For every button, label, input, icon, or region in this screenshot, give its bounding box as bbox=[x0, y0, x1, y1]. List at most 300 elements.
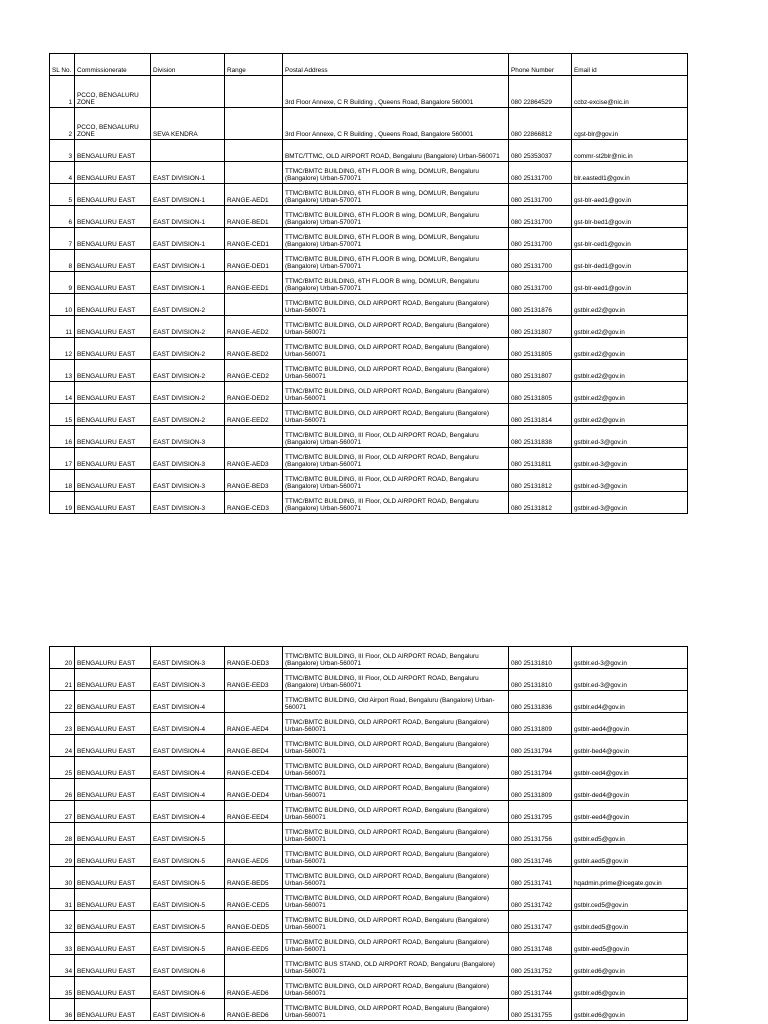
cell-email-id: gstblr.ed5@gov.in bbox=[572, 823, 688, 845]
cell-sl-no: 27 bbox=[50, 801, 75, 823]
table-row bbox=[50, 845, 688, 867]
cell-range: RANGE-AED3 bbox=[225, 448, 283, 470]
cell-division: SEVA KENDRA bbox=[151, 108, 225, 140]
cell-commissionerate: BENGALURU EAST bbox=[75, 184, 151, 206]
table-row bbox=[50, 999, 688, 1021]
cell-commissionerate: BENGALURU EAST bbox=[75, 999, 151, 1021]
cell-postal-address: TTMC/BMTC BUILDING, OLD AIRPORT ROAD, Bengaluru (Bangalore) Urban-560071 bbox=[283, 713, 509, 735]
cell-postal-address: TTMC/BMTC BUILDING, OLD AIRPORT ROAD, Bengaluru (Bangalore) Urban-560071 bbox=[283, 911, 509, 933]
cell-postal-address: TTMC/BMTC BUILDING, OLD AIRPORT ROAD, Bengaluru (Bangalore) Urban-560071 bbox=[283, 735, 509, 757]
table-row bbox=[50, 669, 688, 691]
cell-sl-no: 29 bbox=[50, 845, 75, 867]
cell-email-id: gstblr-eed5@gov.in bbox=[572, 933, 688, 955]
cell-email-id: gstblr.ed2@gov.in bbox=[572, 338, 688, 360]
table-row bbox=[50, 272, 688, 294]
table-row bbox=[50, 108, 688, 140]
cell-email-id: gstblr.ed-3@gov.in bbox=[572, 426, 688, 448]
table-row bbox=[50, 184, 688, 206]
cell-sl-no: 31 bbox=[50, 889, 75, 911]
cell-commissionerate: BENGALURU EAST bbox=[75, 492, 151, 514]
cell-phone-number: 080 25131805 bbox=[509, 338, 572, 360]
cell-sl-no: 13 bbox=[50, 360, 75, 382]
cell-commissionerate: BENGALURU EAST bbox=[75, 470, 151, 492]
cell-division: EAST DIVISION-5 bbox=[151, 911, 225, 933]
cell-email-id: gstblr.ed-3@gov.in bbox=[572, 647, 688, 669]
cell-range bbox=[225, 823, 283, 845]
cell-email-id: gstblr-eed4@gov.in bbox=[572, 801, 688, 823]
header-phone-number: Phone Number bbox=[509, 54, 572, 76]
cell-sl-no: 24 bbox=[50, 735, 75, 757]
cell-commissionerate: BENGALURU EAST bbox=[75, 889, 151, 911]
table-row bbox=[50, 691, 688, 713]
table-row bbox=[50, 470, 688, 492]
cell-sl-no: 15 bbox=[50, 404, 75, 426]
cell-range: RANGE-CED1 bbox=[225, 228, 283, 250]
cell-division: EAST DIVISION-1 bbox=[151, 206, 225, 228]
table-row bbox=[50, 647, 688, 669]
cell-postal-address: TTMC/BMTC BUILDING, OLD AIRPORT ROAD, Bengaluru (Bangalore) Urban-560071 bbox=[283, 867, 509, 889]
cell-division: EAST DIVISION-3 bbox=[151, 448, 225, 470]
cell-sl-no: 5 bbox=[50, 184, 75, 206]
cell-sl-no: 18 bbox=[50, 470, 75, 492]
cell-commissionerate: BENGALURU EAST bbox=[75, 713, 151, 735]
table-row bbox=[50, 140, 688, 162]
cell-email-id: gstblr.ed2@gov.in bbox=[572, 294, 688, 316]
cell-division: EAST DIVISION-4 bbox=[151, 779, 225, 801]
cell-commissionerate: BENGALURU EAST bbox=[75, 382, 151, 404]
cell-email-id: ccbz-excise@nic.in bbox=[572, 76, 688, 108]
cell-commissionerate: BENGALURU EAST bbox=[75, 426, 151, 448]
cell-range bbox=[225, 76, 283, 108]
cell-postal-address: TTMC/BMTC BUILDING, 6TH FLOOR B wing, DOMLUR, Bengaluru (Bangalore) Urban-570071 bbox=[283, 162, 509, 184]
cell-commissionerate: PCCO, BENGALURU ZONE bbox=[75, 108, 151, 140]
cell-division: EAST DIVISION-5 bbox=[151, 823, 225, 845]
cell-phone-number: 080 25131807 bbox=[509, 316, 572, 338]
table-row bbox=[50, 338, 688, 360]
cell-email-id: blr.eastedl1@gov.in bbox=[572, 162, 688, 184]
cell-email-id: gstblr.ded5@gov.in bbox=[572, 911, 688, 933]
cell-postal-address: 3rd Floor Annexe, C R Building , Queens Road, Bangalore 560001 bbox=[283, 76, 509, 108]
cell-commissionerate: BENGALURU EAST bbox=[75, 669, 151, 691]
cell-commissionerate: BENGALURU EAST bbox=[75, 823, 151, 845]
cell-phone-number: 080 25131700 bbox=[509, 162, 572, 184]
cell-email-id: gstblr.ed2@gov.in bbox=[572, 316, 688, 338]
cell-range: RANGE-DED3 bbox=[225, 647, 283, 669]
cell-commissionerate: PCCO, BENGALURU ZONE bbox=[75, 76, 151, 108]
cell-sl-no: 23 bbox=[50, 713, 75, 735]
cell-phone-number: 080 25131744 bbox=[509, 977, 572, 999]
cell-division: EAST DIVISION-4 bbox=[151, 713, 225, 735]
cell-sl-no: 36 bbox=[50, 999, 75, 1021]
cell-phone-number: 080 25131812 bbox=[509, 470, 572, 492]
cell-range: RANGE-BED3 bbox=[225, 470, 283, 492]
cell-division: EAST DIVISION-4 bbox=[151, 691, 225, 713]
cell-sl-no: 1 bbox=[50, 76, 75, 108]
cell-phone-number: 080 25131805 bbox=[509, 382, 572, 404]
cell-phone-number: 080 25131748 bbox=[509, 933, 572, 955]
cell-sl-no: 19 bbox=[50, 492, 75, 514]
cell-email-id: gstblr.ed6@gov.in bbox=[572, 999, 688, 1021]
cell-sl-no: 22 bbox=[50, 691, 75, 713]
cell-postal-address: TTMC/BMTC BUILDING, OLD AIRPORT ROAD, Bengaluru (Bangalore) Urban-560071 bbox=[283, 823, 509, 845]
header-division: Division bbox=[151, 54, 225, 76]
table-row bbox=[50, 228, 688, 250]
cell-phone-number: 080 25131876 bbox=[509, 294, 572, 316]
cell-range: RANGE-EED3 bbox=[225, 669, 283, 691]
cell-division: EAST DIVISION-5 bbox=[151, 889, 225, 911]
cell-email-id: gstblr.ed-3@gov.in bbox=[572, 470, 688, 492]
cell-range: RANGE-DED2 bbox=[225, 382, 283, 404]
cell-range: RANGE-BED1 bbox=[225, 206, 283, 228]
cell-sl-no: 34 bbox=[50, 955, 75, 977]
table-row bbox=[50, 426, 688, 448]
cell-postal-address: TTMC/BMTC BUILDING, Old Airport Road, Bengaluru (Bangalore) Urban-560071 bbox=[283, 691, 509, 713]
cell-sl-no: 6 bbox=[50, 206, 75, 228]
cell-phone-number: 080 22866812 bbox=[509, 108, 572, 140]
cell-division: EAST DIVISION-1 bbox=[151, 184, 225, 206]
cell-email-id: gstblr.aed5@gov.in bbox=[572, 845, 688, 867]
cell-email-id: gstblr.ed6@gov.in bbox=[572, 955, 688, 977]
header-sl-no: SL No. bbox=[50, 54, 75, 76]
cell-commissionerate: BENGALURU EAST bbox=[75, 933, 151, 955]
cell-range: RANGE-CED2 bbox=[225, 360, 283, 382]
cell-phone-number: 080 25131700 bbox=[509, 228, 572, 250]
cell-sl-no: 9 bbox=[50, 272, 75, 294]
cell-commissionerate: BENGALURU EAST bbox=[75, 140, 151, 162]
header-postal-address: Postal Address bbox=[283, 54, 509, 76]
cell-sl-no: 35 bbox=[50, 977, 75, 999]
cell-email-id: gstblr-ced4@gov.in bbox=[572, 757, 688, 779]
cell-division: EAST DIVISION-6 bbox=[151, 955, 225, 977]
cell-postal-address: TTMC/BMTC BUILDING, 6TH FLOOR B wing, DOMLUR, Bengaluru (Bangalore) Urban-570071 bbox=[283, 184, 509, 206]
cell-commissionerate: BENGALURU EAST bbox=[75, 845, 151, 867]
cell-phone-number: 080 25131810 bbox=[509, 669, 572, 691]
cell-phone-number: 080 25131838 bbox=[509, 426, 572, 448]
cell-division: EAST DIVISION-3 bbox=[151, 647, 225, 669]
cell-email-id: gst-blr-ded1@gov.in bbox=[572, 250, 688, 272]
table-row bbox=[50, 889, 688, 911]
cell-phone-number: 080 25131795 bbox=[509, 801, 572, 823]
cell-commissionerate: BENGALURU EAST bbox=[75, 448, 151, 470]
cell-sl-no: 28 bbox=[50, 823, 75, 845]
cell-commissionerate: BENGALURU EAST bbox=[75, 404, 151, 426]
cell-commissionerate: BENGALURU EAST bbox=[75, 779, 151, 801]
cell-email-id: gstblr.ed2@gov.in bbox=[572, 404, 688, 426]
cell-email-id: gstblr-aed4@gov.in bbox=[572, 713, 688, 735]
cell-sl-no: 12 bbox=[50, 338, 75, 360]
cell-range: RANGE-BED5 bbox=[225, 867, 283, 889]
cell-postal-address: TTMC/BMTC BUILDING, OLD AIRPORT ROAD, Bengaluru (Bangalore) Urban-560071 bbox=[283, 338, 509, 360]
cell-commissionerate: BENGALURU EAST bbox=[75, 338, 151, 360]
table-row bbox=[50, 911, 688, 933]
cell-phone-number: 080 25131794 bbox=[509, 757, 572, 779]
table-row bbox=[50, 735, 688, 757]
cell-postal-address: TTMC/BMTC BUILDING, 6TH FLOOR B wing, DOMLUR, Bengaluru (Bangalore) Urban-570071 bbox=[283, 206, 509, 228]
cell-range: RANGE-CED4 bbox=[225, 757, 283, 779]
cell-postal-address: TTMC/BMTC BUILDING, III Floor, OLD AIRPORT ROAD, Bengaluru (Bangalore) Urban-560071 bbox=[283, 426, 509, 448]
cell-range bbox=[225, 691, 283, 713]
cell-range: RANGE-EED2 bbox=[225, 404, 283, 426]
cell-phone-number: 080 25131700 bbox=[509, 206, 572, 228]
cell-division: EAST DIVISION-2 bbox=[151, 382, 225, 404]
table-row bbox=[50, 955, 688, 977]
cell-email-id: gstblr.ed-3@gov.in bbox=[572, 669, 688, 691]
cell-postal-address: TTMC/BMTC BUILDING, OLD AIRPORT ROAD, Bengaluru (Bangalore) Urban-560071 bbox=[283, 757, 509, 779]
cell-phone-number: 080 25131814 bbox=[509, 404, 572, 426]
table-row bbox=[50, 801, 688, 823]
cell-commissionerate: BENGALURU EAST bbox=[75, 757, 151, 779]
cell-phone-number: 080 25131747 bbox=[509, 911, 572, 933]
table-row bbox=[50, 977, 688, 999]
cell-range: RANGE-EED1 bbox=[225, 272, 283, 294]
cell-division: EAST DIVISION-4 bbox=[151, 757, 225, 779]
cell-commissionerate: BENGALURU EAST bbox=[75, 360, 151, 382]
cell-range: RANGE-DED5 bbox=[225, 911, 283, 933]
cell-email-id: gstblr.ed6@gov.in bbox=[572, 977, 688, 999]
cell-postal-address: TTMC/BMTC BUILDING, III Floor, OLD AIRPORT ROAD, Bengaluru (Bangalore) Urban-560071 bbox=[283, 669, 509, 691]
cell-email-id: gstblr.ced5@gov.in bbox=[572, 889, 688, 911]
cell-phone-number: 080 25131809 bbox=[509, 713, 572, 735]
cell-division: EAST DIVISION-5 bbox=[151, 867, 225, 889]
cell-range: RANGE-AED4 bbox=[225, 713, 283, 735]
cell-division: EAST DIVISION-2 bbox=[151, 294, 225, 316]
header-row bbox=[50, 54, 688, 76]
cell-commissionerate: BENGALURU EAST bbox=[75, 977, 151, 999]
cell-range: RANGE-BED4 bbox=[225, 735, 283, 757]
cell-division: EAST DIVISION-1 bbox=[151, 228, 225, 250]
cell-sl-no: 21 bbox=[50, 669, 75, 691]
cell-phone-number: 080 25131700 bbox=[509, 184, 572, 206]
cell-range: RANGE-EED5 bbox=[225, 933, 283, 955]
cell-postal-address: TTMC/BMTC BUILDING, OLD AIRPORT ROAD, Bengaluru (Bangalore) Urban-560071 bbox=[283, 779, 509, 801]
cell-sl-no: 7 bbox=[50, 228, 75, 250]
cell-phone-number: 080 25131700 bbox=[509, 250, 572, 272]
cell-range: RANGE-CED5 bbox=[225, 889, 283, 911]
cell-postal-address: TTMC/BMTC BUS STAND, OLD AIRPORT ROAD, Bengaluru (Bangalore) Urban-560071 bbox=[283, 955, 509, 977]
cell-sl-no: 30 bbox=[50, 867, 75, 889]
cell-commissionerate: BENGALURU EAST bbox=[75, 647, 151, 669]
cell-division: EAST DIVISION-3 bbox=[151, 426, 225, 448]
cell-range bbox=[225, 108, 283, 140]
cell-range bbox=[225, 955, 283, 977]
table-row bbox=[50, 492, 688, 514]
header-commissionerate: Commissionerate bbox=[75, 54, 151, 76]
cell-postal-address: TTMC/BMTC BUILDING, OLD AIRPORT ROAD, Bengaluru (Bangalore) Urban-560071 bbox=[283, 845, 509, 867]
cell-commissionerate: BENGALURU EAST bbox=[75, 228, 151, 250]
cell-postal-address: BMTC/TTMC, OLD AIRPORT ROAD, Bengaluru (Bangalore) Urban-560071 bbox=[283, 140, 509, 162]
table-row bbox=[50, 382, 688, 404]
cell-division: EAST DIVISION-4 bbox=[151, 801, 225, 823]
cell-range: RANGE-DED4 bbox=[225, 779, 283, 801]
cell-commissionerate: BENGALURU EAST bbox=[75, 250, 151, 272]
cell-division: EAST DIVISION-1 bbox=[151, 272, 225, 294]
cell-email-id: hqadmin.prime@icegate.gov.in bbox=[572, 867, 688, 889]
cell-email-id: cgst-blr@gov.in bbox=[572, 108, 688, 140]
cell-commissionerate: BENGALURU EAST bbox=[75, 206, 151, 228]
cell-postal-address: TTMC/BMTC BUILDING, OLD AIRPORT ROAD, Bengaluru (Bangalore) Urban-560071 bbox=[283, 316, 509, 338]
cell-range: RANGE-DED1 bbox=[225, 250, 283, 272]
cell-commissionerate: BENGALURU EAST bbox=[75, 801, 151, 823]
cell-division: EAST DIVISION-3 bbox=[151, 492, 225, 514]
table-row bbox=[50, 294, 688, 316]
cell-range: RANGE-BED6 bbox=[225, 999, 283, 1021]
cell-division: EAST DIVISION-2 bbox=[151, 404, 225, 426]
cell-phone-number: 080 25131807 bbox=[509, 360, 572, 382]
cell-division: EAST DIVISION-6 bbox=[151, 977, 225, 999]
cell-sl-no: 17 bbox=[50, 448, 75, 470]
cell-postal-address: TTMC/BMTC BUILDING, III Floor, OLD AIRPORT ROAD, Bengaluru (Bangalore) Urban-560071 bbox=[283, 647, 509, 669]
office-directory-table-bottom bbox=[49, 646, 688, 1021]
cell-division: EAST DIVISION-2 bbox=[151, 316, 225, 338]
cell-email-id: gstblr.ed4@gov.in bbox=[572, 691, 688, 713]
table-row bbox=[50, 757, 688, 779]
cell-postal-address: TTMC/BMTC BUILDING, OLD AIRPORT ROAD, Bengaluru (Bangalore) Urban-560071 bbox=[283, 977, 509, 999]
cell-range: RANGE-EED4 bbox=[225, 801, 283, 823]
cell-division bbox=[151, 76, 225, 108]
cell-sl-no: 8 bbox=[50, 250, 75, 272]
cell-division: EAST DIVISION-1 bbox=[151, 250, 225, 272]
cell-division: EAST DIVISION-2 bbox=[151, 360, 225, 382]
cell-range: RANGE-AED1 bbox=[225, 184, 283, 206]
cell-email-id: gstblr.ed2@gov.in bbox=[572, 360, 688, 382]
cell-phone-number: 080 25131810 bbox=[509, 647, 572, 669]
cell-commissionerate: BENGALURU EAST bbox=[75, 911, 151, 933]
cell-phone-number: 080 22864529 bbox=[509, 76, 572, 108]
cell-sl-no: 14 bbox=[50, 382, 75, 404]
cell-postal-address: TTMC/BMTC BUILDING, 6TH FLOOR B wing, DOMLUR, Bengaluru (Bangalore) Urban-570071 bbox=[283, 272, 509, 294]
table-row bbox=[50, 933, 688, 955]
cell-commissionerate: BENGALURU EAST bbox=[75, 272, 151, 294]
cell-division: EAST DIVISION-1 bbox=[151, 162, 225, 184]
cell-phone-number: 080 25131752 bbox=[509, 955, 572, 977]
cell-commissionerate: BENGALURU EAST bbox=[75, 691, 151, 713]
cell-postal-address: TTMC/BMTC BUILDING, OLD AIRPORT ROAD, Bengaluru (Bangalore) Urban-560071 bbox=[283, 360, 509, 382]
table-row bbox=[50, 206, 688, 228]
cell-phone-number: 080 25131741 bbox=[509, 867, 572, 889]
cell-division bbox=[151, 140, 225, 162]
cell-sl-no: 33 bbox=[50, 933, 75, 955]
table-row bbox=[50, 779, 688, 801]
cell-postal-address: TTMC/BMTC BUILDING, 6TH FLOOR B wing, DOMLUR, Bengaluru (Bangalore) Urban-570071 bbox=[283, 250, 509, 272]
cell-division: EAST DIVISION-2 bbox=[151, 338, 225, 360]
cell-range bbox=[225, 426, 283, 448]
table-body-top bbox=[50, 76, 688, 514]
cell-phone-number: 080 25131746 bbox=[509, 845, 572, 867]
cell-sl-no: 16 bbox=[50, 426, 75, 448]
cell-sl-no: 20 bbox=[50, 647, 75, 669]
cell-range bbox=[225, 140, 283, 162]
cell-commissionerate: BENGALURU EAST bbox=[75, 955, 151, 977]
table-row bbox=[50, 867, 688, 889]
cell-commissionerate: BENGALURU EAST bbox=[75, 294, 151, 316]
cell-sl-no: 32 bbox=[50, 911, 75, 933]
table-row bbox=[50, 448, 688, 470]
cell-commissionerate: BENGALURU EAST bbox=[75, 316, 151, 338]
cell-email-id: gstblr.ed-3@gov.in bbox=[572, 448, 688, 470]
cell-postal-address: TTMC/BMTC BUILDING, OLD AIRPORT ROAD, Bengaluru (Bangalore) Urban-560071 bbox=[283, 801, 509, 823]
cell-postal-address: 3rd Floor Annexe, C R Building , Queens Road, Bangalore 560001 bbox=[283, 108, 509, 140]
table-row bbox=[50, 713, 688, 735]
cell-sl-no: 2 bbox=[50, 108, 75, 140]
cell-phone-number: 080 25131755 bbox=[509, 999, 572, 1021]
cell-division: EAST DIVISION-4 bbox=[151, 735, 225, 757]
cell-email-id: gst-blr-aed1@gov.in bbox=[572, 184, 688, 206]
cell-division: EAST DIVISION-3 bbox=[151, 470, 225, 492]
table-row bbox=[50, 316, 688, 338]
cell-email-id: gstblr-bed4@gov.in bbox=[572, 735, 688, 757]
cell-email-id: gst-blr-ced1@gov.in bbox=[572, 228, 688, 250]
cell-range: RANGE-CED3 bbox=[225, 492, 283, 514]
cell-email-id: gstblr.ed-3@gov.in bbox=[572, 492, 688, 514]
cell-phone-number: 080 25131794 bbox=[509, 735, 572, 757]
cell-sl-no: 25 bbox=[50, 757, 75, 779]
table-row bbox=[50, 360, 688, 382]
cell-email-id: gst-blr-bed1@gov.in bbox=[572, 206, 688, 228]
cell-commissionerate: BENGALURU EAST bbox=[75, 867, 151, 889]
table-row bbox=[50, 250, 688, 272]
table-row bbox=[50, 76, 688, 108]
cell-postal-address: TTMC/BMTC BUILDING, OLD AIRPORT ROAD, Bengaluru (Bangalore) Urban-560071 bbox=[283, 889, 509, 911]
cell-email-id: gstblr.ed2@gov.in bbox=[572, 382, 688, 404]
table-row bbox=[50, 823, 688, 845]
cell-sl-no: 26 bbox=[50, 779, 75, 801]
office-directory-table-top bbox=[49, 53, 688, 514]
header-range: Range bbox=[225, 54, 283, 76]
table-body-bottom bbox=[50, 647, 688, 1021]
cell-phone-number: 080 25131836 bbox=[509, 691, 572, 713]
header-email-id: Email id bbox=[572, 54, 688, 76]
table-row bbox=[50, 162, 688, 184]
cell-postal-address: TTMC/BMTC BUILDING, 6TH FLOOR B wing, DOMLUR, Bengaluru (Bangalore) Urban-570071 bbox=[283, 228, 509, 250]
cell-phone-number: 080 25131700 bbox=[509, 272, 572, 294]
cell-division: EAST DIVISION-6 bbox=[151, 999, 225, 1021]
cell-range: RANGE-AED5 bbox=[225, 845, 283, 867]
cell-postal-address: TTMC/BMTC BUILDING, OLD AIRPORT ROAD, Bengaluru (Bangalore) Urban-560071 bbox=[283, 999, 509, 1021]
cell-phone-number: 080 25131811 bbox=[509, 448, 572, 470]
cell-phone-number: 080 25131756 bbox=[509, 823, 572, 845]
cell-phone-number: 080 25131812 bbox=[509, 492, 572, 514]
cell-postal-address: TTMC/BMTC BUILDING, OLD AIRPORT ROAD, Bengaluru (Bangalore) Urban-560071 bbox=[283, 382, 509, 404]
cell-division: EAST DIVISION-5 bbox=[151, 933, 225, 955]
cell-range bbox=[225, 294, 283, 316]
cell-email-id: gst-blr-eed1@gov.in bbox=[572, 272, 688, 294]
cell-range bbox=[225, 162, 283, 184]
cell-commissionerate: BENGALURU EAST bbox=[75, 735, 151, 757]
cell-email-id: gstblr-ded4@gov.in bbox=[572, 779, 688, 801]
cell-postal-address: TTMC/BMTC BUILDING, III Floor, OLD AIRPORT ROAD, Bengaluru (Bangalore) Urban-560071 bbox=[283, 492, 509, 514]
cell-phone-number: 080 25353037 bbox=[509, 140, 572, 162]
table-row bbox=[50, 404, 688, 426]
cell-division: EAST DIVISION-3 bbox=[151, 669, 225, 691]
cell-postal-address: TTMC/BMTC BUILDING, OLD AIRPORT ROAD, Bengaluru (Bangalore) Urban-560071 bbox=[283, 294, 509, 316]
cell-sl-no: 11 bbox=[50, 316, 75, 338]
cell-postal-address: TTMC/BMTC BUILDING, III Floor, OLD AIRPORT ROAD, Bengaluru (Bangalore) Urban-560071 bbox=[283, 448, 509, 470]
cell-sl-no: 4 bbox=[50, 162, 75, 184]
cell-range: RANGE-AED2 bbox=[225, 316, 283, 338]
cell-phone-number: 080 25131809 bbox=[509, 779, 572, 801]
cell-range: RANGE-AED6 bbox=[225, 977, 283, 999]
cell-range: RANGE-BED2 bbox=[225, 338, 283, 360]
cell-commissionerate: BENGALURU EAST bbox=[75, 162, 151, 184]
cell-email-id: commr-st2blr@nic.in bbox=[572, 140, 688, 162]
cell-phone-number: 080 25131742 bbox=[509, 889, 572, 911]
cell-postal-address: TTMC/BMTC BUILDING, III Floor, OLD AIRPORT ROAD, Bengaluru (Bangalore) Urban-560071 bbox=[283, 470, 509, 492]
cell-division: EAST DIVISION-5 bbox=[151, 845, 225, 867]
cell-postal-address: TTMC/BMTC BUILDING, OLD AIRPORT ROAD, Bengaluru (Bangalore) Urban-560071 bbox=[283, 404, 509, 426]
cell-sl-no: 10 bbox=[50, 294, 75, 316]
cell-sl-no: 3 bbox=[50, 140, 75, 162]
cell-postal-address: TTMC/BMTC BUILDING, OLD AIRPORT ROAD, Bengaluru (Bangalore) Urban-560071 bbox=[283, 933, 509, 955]
